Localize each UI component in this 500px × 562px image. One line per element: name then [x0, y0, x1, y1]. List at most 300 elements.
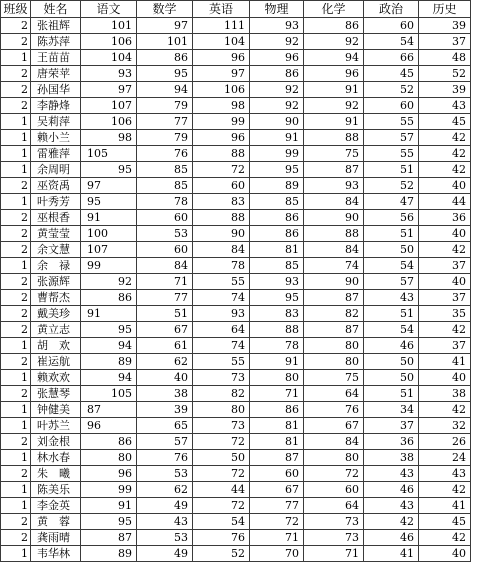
- cell-math[interactable]: 65: [137, 418, 193, 434]
- cell-chemistry[interactable]: 84: [304, 242, 364, 258]
- cell-chemistry[interactable]: 91: [304, 82, 364, 98]
- cell-class[interactable]: 1: [1, 546, 31, 562]
- cell-english[interactable]: 99: [193, 114, 250, 130]
- cell-math[interactable]: 97: [137, 18, 193, 34]
- cell-class[interactable]: 2: [1, 18, 31, 34]
- cell-name[interactable]: 张祖辉: [31, 18, 81, 34]
- cell-class[interactable]: 1: [1, 130, 31, 146]
- cell-class[interactable]: 1: [1, 498, 31, 514]
- header-politics[interactable]: 政治: [364, 1, 419, 18]
- cell-math[interactable]: 40: [137, 370, 193, 386]
- cell-chemistry[interactable]: 75: [304, 370, 364, 386]
- cell-chinese[interactable]: 94: [81, 370, 137, 386]
- cell-politics[interactable]: 54: [364, 322, 419, 338]
- cell-history[interactable]: 40: [419, 546, 471, 562]
- cell-politics[interactable]: 36: [364, 434, 419, 450]
- cell-math[interactable]: 77: [137, 290, 193, 306]
- cell-class[interactable]: 2: [1, 66, 31, 82]
- header-math[interactable]: 数学: [137, 1, 193, 18]
- cell-name[interactable]: 李静烽: [31, 98, 81, 114]
- cell-class[interactable]: 2: [1, 530, 31, 546]
- cell-physics[interactable]: 96: [250, 50, 304, 66]
- cell-chemistry[interactable]: 88: [304, 130, 364, 146]
- cell-class[interactable]: 1: [1, 114, 31, 130]
- cell-history[interactable]: 52: [419, 66, 471, 82]
- cell-chinese[interactable]: 91: [81, 210, 137, 226]
- cell-chinese[interactable]: 89: [81, 354, 137, 370]
- cell-chemistry[interactable]: 72: [304, 466, 364, 482]
- cell-history[interactable]: 37: [419, 258, 471, 274]
- cell-name[interactable]: 张源辉: [31, 274, 81, 290]
- cell-class[interactable]: 2: [1, 242, 31, 258]
- cell-politics[interactable]: 60: [364, 98, 419, 114]
- cell-physics[interactable]: 91: [250, 130, 304, 146]
- cell-english[interactable]: 83: [193, 194, 250, 210]
- cell-chemistry[interactable]: 92: [304, 98, 364, 114]
- cell-english[interactable]: 72: [193, 466, 250, 482]
- cell-physics[interactable]: 86: [250, 226, 304, 242]
- cell-physics[interactable]: 99: [250, 146, 304, 162]
- cell-math[interactable]: 77: [137, 114, 193, 130]
- cell-history[interactable]: 35: [419, 306, 471, 322]
- cell-chemistry[interactable]: 94: [304, 50, 364, 66]
- cell-english[interactable]: 44: [193, 482, 250, 498]
- cell-math[interactable]: 43: [137, 514, 193, 530]
- cell-math[interactable]: 86: [137, 50, 193, 66]
- cell-history[interactable]: 37: [419, 290, 471, 306]
- cell-politics[interactable]: 55: [364, 114, 419, 130]
- cell-chemistry[interactable]: 64: [304, 386, 364, 402]
- cell-english[interactable]: 72: [193, 162, 250, 178]
- cell-english[interactable]: 88: [193, 210, 250, 226]
- cell-class[interactable]: 2: [1, 514, 31, 530]
- cell-english[interactable]: 74: [193, 338, 250, 354]
- cell-math[interactable]: 94: [137, 82, 193, 98]
- cell-name[interactable]: 吴莉萍: [31, 114, 81, 130]
- cell-class[interactable]: 1: [1, 418, 31, 434]
- cell-name[interactable]: 钟健美: [31, 402, 81, 418]
- cell-history[interactable]: 36: [419, 210, 471, 226]
- cell-english[interactable]: 78: [193, 258, 250, 274]
- cell-english[interactable]: 73: [193, 370, 250, 386]
- cell-history[interactable]: 40: [419, 178, 471, 194]
- header-chemistry[interactable]: 化学: [304, 1, 364, 18]
- cell-politics[interactable]: 50: [364, 354, 419, 370]
- cell-politics[interactable]: 46: [364, 482, 419, 498]
- cell-class[interactable]: 2: [1, 34, 31, 50]
- cell-class[interactable]: 1: [1, 258, 31, 274]
- cell-class[interactable]: 1: [1, 482, 31, 498]
- cell-physics[interactable]: 91: [250, 354, 304, 370]
- cell-class[interactable]: 2: [1, 210, 31, 226]
- cell-politics[interactable]: 51: [364, 386, 419, 402]
- cell-chemistry[interactable]: 90: [304, 274, 364, 290]
- cell-chemistry[interactable]: 73: [304, 530, 364, 546]
- cell-chinese[interactable]: 96: [81, 418, 137, 434]
- cell-english[interactable]: 96: [193, 50, 250, 66]
- cell-history[interactable]: 48: [419, 50, 471, 66]
- cell-physics[interactable]: 92: [250, 34, 304, 50]
- cell-chinese[interactable]: 107: [81, 242, 137, 258]
- cell-english[interactable]: 82: [193, 386, 250, 402]
- cell-physics[interactable]: 87: [250, 450, 304, 466]
- cell-politics[interactable]: 56: [364, 210, 419, 226]
- cell-chinese[interactable]: 86: [81, 434, 137, 450]
- cell-class[interactable]: 1: [1, 194, 31, 210]
- cell-history[interactable]: 45: [419, 114, 471, 130]
- cell-class[interactable]: 1: [1, 402, 31, 418]
- cell-history[interactable]: 42: [419, 130, 471, 146]
- cell-physics[interactable]: 67: [250, 482, 304, 498]
- cell-english[interactable]: 90: [193, 226, 250, 242]
- cell-class[interactable]: 1: [1, 338, 31, 354]
- cell-history[interactable]: 32: [419, 418, 471, 434]
- cell-name[interactable]: 余 禄: [31, 258, 81, 274]
- cell-math[interactable]: 76: [137, 450, 193, 466]
- cell-history[interactable]: 41: [419, 498, 471, 514]
- cell-chinese[interactable]: 94: [81, 338, 137, 354]
- cell-chemistry[interactable]: 96: [304, 66, 364, 82]
- cell-chemistry[interactable]: 88: [304, 226, 364, 242]
- cell-physics[interactable]: 88: [250, 322, 304, 338]
- cell-name[interactable]: 唐荣苹: [31, 66, 81, 82]
- cell-name[interactable]: 叶秀芳: [31, 194, 81, 210]
- cell-physics[interactable]: 86: [250, 402, 304, 418]
- cell-politics[interactable]: 45: [364, 66, 419, 82]
- cell-physics[interactable]: 83: [250, 306, 304, 322]
- cell-class[interactable]: 1: [1, 146, 31, 162]
- cell-english[interactable]: 60: [193, 178, 250, 194]
- cell-chinese[interactable]: 89: [81, 546, 137, 562]
- cell-name[interactable]: 赖欢欢: [31, 370, 81, 386]
- cell-chemistry[interactable]: 91: [304, 114, 364, 130]
- cell-physics[interactable]: 60: [250, 466, 304, 482]
- cell-name[interactable]: 崔运航: [31, 354, 81, 370]
- cell-english[interactable]: 55: [193, 274, 250, 290]
- cell-english[interactable]: 72: [193, 434, 250, 450]
- cell-class[interactable]: 1: [1, 370, 31, 386]
- header-name[interactable]: 姓名: [31, 1, 81, 18]
- cell-politics[interactable]: 34: [364, 402, 419, 418]
- cell-history[interactable]: 42: [419, 162, 471, 178]
- cell-english[interactable]: 72: [193, 498, 250, 514]
- cell-english[interactable]: 88: [193, 146, 250, 162]
- cell-math[interactable]: 38: [137, 386, 193, 402]
- cell-class[interactable]: 2: [1, 354, 31, 370]
- cell-name[interactable]: 韦华林: [31, 546, 81, 562]
- cell-history[interactable]: 42: [419, 482, 471, 498]
- cell-chinese[interactable]: 95: [81, 162, 137, 178]
- cell-politics[interactable]: 38: [364, 450, 419, 466]
- cell-history[interactable]: 43: [419, 98, 471, 114]
- cell-name[interactable]: 戴美珍: [31, 306, 81, 322]
- cell-politics[interactable]: 54: [364, 34, 419, 50]
- cell-chinese[interactable]: 104: [81, 50, 137, 66]
- cell-chemistry[interactable]: 80: [304, 450, 364, 466]
- cell-name[interactable]: 巫资禹: [31, 178, 81, 194]
- header-chinese[interactable]: 语文: [81, 1, 137, 18]
- cell-english[interactable]: 50: [193, 450, 250, 466]
- cell-chinese[interactable]: 96: [81, 466, 137, 482]
- cell-chemistry[interactable]: 73: [304, 514, 364, 530]
- header-class[interactable]: 班级: [1, 1, 31, 18]
- cell-math[interactable]: 62: [137, 354, 193, 370]
- cell-physics[interactable]: 90: [250, 114, 304, 130]
- cell-politics[interactable]: 52: [364, 82, 419, 98]
- cell-physics[interactable]: 92: [250, 82, 304, 98]
- cell-chinese[interactable]: 98: [81, 130, 137, 146]
- cell-physics[interactable]: 86: [250, 210, 304, 226]
- cell-politics[interactable]: 51: [364, 306, 419, 322]
- cell-physics[interactable]: 93: [250, 18, 304, 34]
- cell-chinese[interactable]: 93: [81, 66, 137, 82]
- cell-class[interactable]: 1: [1, 50, 31, 66]
- cell-chinese[interactable]: 87: [81, 530, 137, 546]
- cell-history[interactable]: 43: [419, 466, 471, 482]
- cell-math[interactable]: 71: [137, 274, 193, 290]
- cell-english[interactable]: 54: [193, 514, 250, 530]
- cell-chemistry[interactable]: 75: [304, 146, 364, 162]
- cell-politics[interactable]: 43: [364, 498, 419, 514]
- cell-chemistry[interactable]: 87: [304, 290, 364, 306]
- cell-class[interactable]: 2: [1, 434, 31, 450]
- cell-physics[interactable]: 71: [250, 530, 304, 546]
- cell-name[interactable]: 张慧琴: [31, 386, 81, 402]
- cell-politics[interactable]: 41: [364, 546, 419, 562]
- cell-class[interactable]: 2: [1, 306, 31, 322]
- cell-chinese[interactable]: 97: [81, 178, 137, 194]
- cell-class[interactable]: 2: [1, 82, 31, 98]
- cell-class[interactable]: 2: [1, 386, 31, 402]
- cell-chemistry[interactable]: 80: [304, 338, 364, 354]
- cell-math[interactable]: 53: [137, 466, 193, 482]
- cell-math[interactable]: 39: [137, 402, 193, 418]
- cell-politics[interactable]: 46: [364, 530, 419, 546]
- cell-physics[interactable]: 85: [250, 194, 304, 210]
- cell-history[interactable]: 42: [419, 322, 471, 338]
- cell-name[interactable]: 曹帮杰: [31, 290, 81, 306]
- cell-chemistry[interactable]: 87: [304, 162, 364, 178]
- cell-math[interactable]: 60: [137, 242, 193, 258]
- cell-politics[interactable]: 50: [364, 242, 419, 258]
- cell-chemistry[interactable]: 90: [304, 210, 364, 226]
- cell-english[interactable]: 74: [193, 290, 250, 306]
- cell-politics[interactable]: 43: [364, 290, 419, 306]
- cell-history[interactable]: 40: [419, 370, 471, 386]
- cell-name[interactable]: 胡 欢: [31, 338, 81, 354]
- cell-politics[interactable]: 57: [364, 274, 419, 290]
- cell-english[interactable]: 64: [193, 322, 250, 338]
- cell-chemistry[interactable]: 84: [304, 194, 364, 210]
- cell-politics[interactable]: 50: [364, 370, 419, 386]
- cell-english[interactable]: 80: [193, 402, 250, 418]
- cell-chinese[interactable]: 101: [81, 18, 137, 34]
- cell-history[interactable]: 42: [419, 242, 471, 258]
- cell-physics[interactable]: 71: [250, 386, 304, 402]
- cell-chinese[interactable]: 106: [81, 114, 137, 130]
- cell-physics[interactable]: 72: [250, 514, 304, 530]
- cell-english[interactable]: 93: [193, 306, 250, 322]
- cell-politics[interactable]: 51: [364, 226, 419, 242]
- cell-math[interactable]: 60: [137, 210, 193, 226]
- cell-chemistry[interactable]: 60: [304, 482, 364, 498]
- cell-english[interactable]: 104: [193, 34, 250, 50]
- cell-english[interactable]: 55: [193, 354, 250, 370]
- cell-english[interactable]: 73: [193, 418, 250, 434]
- cell-physics[interactable]: 80: [250, 370, 304, 386]
- cell-name[interactable]: 刘金根: [31, 434, 81, 450]
- cell-history[interactable]: 41: [419, 354, 471, 370]
- cell-chinese[interactable]: 97: [81, 82, 137, 98]
- cell-math[interactable]: 49: [137, 546, 193, 562]
- cell-name[interactable]: 林水春: [31, 450, 81, 466]
- cell-chinese[interactable]: 91: [81, 498, 137, 514]
- cell-history[interactable]: 24: [419, 450, 471, 466]
- cell-class[interactable]: 2: [1, 226, 31, 242]
- cell-english[interactable]: 52: [193, 546, 250, 562]
- cell-history[interactable]: 38: [419, 386, 471, 402]
- cell-chinese[interactable]: 105: [81, 146, 137, 162]
- cell-math[interactable]: 101: [137, 34, 193, 50]
- cell-history[interactable]: 45: [419, 514, 471, 530]
- cell-politics[interactable]: 54: [364, 258, 419, 274]
- cell-name[interactable]: 余文慧: [31, 242, 81, 258]
- cell-chinese[interactable]: 106: [81, 34, 137, 50]
- cell-politics[interactable]: 51: [364, 162, 419, 178]
- cell-physics[interactable]: 93: [250, 274, 304, 290]
- cell-chemistry[interactable]: 93: [304, 178, 364, 194]
- cell-chinese[interactable]: 100: [81, 226, 137, 242]
- cell-name[interactable]: 孙国华: [31, 82, 81, 98]
- cell-politics[interactable]: 57: [364, 130, 419, 146]
- cell-math[interactable]: 67: [137, 322, 193, 338]
- cell-history[interactable]: 40: [419, 226, 471, 242]
- cell-history[interactable]: 26: [419, 434, 471, 450]
- cell-english[interactable]: 111: [193, 18, 250, 34]
- cell-politics[interactable]: 52: [364, 178, 419, 194]
- cell-name[interactable]: 陈美乐: [31, 482, 81, 498]
- cell-chemistry[interactable]: 71: [304, 546, 364, 562]
- cell-math[interactable]: 57: [137, 434, 193, 450]
- cell-chinese[interactable]: 91: [81, 306, 137, 322]
- cell-name[interactable]: 雷雅萍: [31, 146, 81, 162]
- cell-math[interactable]: 85: [137, 162, 193, 178]
- cell-english[interactable]: 98: [193, 98, 250, 114]
- cell-math[interactable]: 85: [137, 178, 193, 194]
- cell-chinese[interactable]: 99: [81, 258, 137, 274]
- cell-name[interactable]: 朱 曦: [31, 466, 81, 482]
- cell-history[interactable]: 37: [419, 338, 471, 354]
- cell-chemistry[interactable]: 74: [304, 258, 364, 274]
- cell-physics[interactable]: 81: [250, 242, 304, 258]
- cell-name[interactable]: 叶苏兰: [31, 418, 81, 434]
- cell-math[interactable]: 61: [137, 338, 193, 354]
- cell-physics[interactable]: 86: [250, 66, 304, 82]
- cell-physics[interactable]: 92: [250, 98, 304, 114]
- cell-math[interactable]: 78: [137, 194, 193, 210]
- cell-politics[interactable]: 46: [364, 338, 419, 354]
- cell-class[interactable]: 1: [1, 450, 31, 466]
- header-physics[interactable]: 物理: [250, 1, 304, 18]
- cell-physics[interactable]: 85: [250, 258, 304, 274]
- cell-name[interactable]: 王苗苗: [31, 50, 81, 66]
- cell-chinese[interactable]: 92: [81, 274, 137, 290]
- cell-physics[interactable]: 70: [250, 546, 304, 562]
- cell-politics[interactable]: 55: [364, 146, 419, 162]
- cell-physics[interactable]: 95: [250, 162, 304, 178]
- cell-chemistry[interactable]: 64: [304, 498, 364, 514]
- cell-math[interactable]: 95: [137, 66, 193, 82]
- cell-chinese[interactable]: 95: [81, 194, 137, 210]
- cell-history[interactable]: 37: [419, 34, 471, 50]
- cell-english[interactable]: 97: [193, 66, 250, 82]
- cell-english[interactable]: 76: [193, 530, 250, 546]
- cell-chinese[interactable]: 99: [81, 482, 137, 498]
- cell-chinese[interactable]: 80: [81, 450, 137, 466]
- cell-chemistry[interactable]: 82: [304, 306, 364, 322]
- cell-math[interactable]: 51: [137, 306, 193, 322]
- cell-math[interactable]: 53: [137, 530, 193, 546]
- cell-name[interactable]: 李金英: [31, 498, 81, 514]
- cell-chinese[interactable]: 95: [81, 322, 137, 338]
- cell-class[interactable]: 2: [1, 466, 31, 482]
- cell-politics[interactable]: 47: [364, 194, 419, 210]
- cell-name[interactable]: 陈苏萍: [31, 34, 81, 50]
- cell-politics[interactable]: 42: [364, 514, 419, 530]
- cell-physics[interactable]: 95: [250, 290, 304, 306]
- cell-chemistry[interactable]: 86: [304, 18, 364, 34]
- cell-physics[interactable]: 81: [250, 434, 304, 450]
- cell-history[interactable]: 42: [419, 146, 471, 162]
- cell-english[interactable]: 106: [193, 82, 250, 98]
- cell-politics[interactable]: 43: [364, 466, 419, 482]
- cell-class[interactable]: 2: [1, 274, 31, 290]
- header-history[interactable]: 历史: [419, 1, 471, 18]
- cell-politics[interactable]: 66: [364, 50, 419, 66]
- cell-chemistry[interactable]: 87: [304, 322, 364, 338]
- cell-physics[interactable]: 81: [250, 418, 304, 434]
- cell-name[interactable]: 巫根香: [31, 210, 81, 226]
- cell-history[interactable]: 42: [419, 530, 471, 546]
- cell-name[interactable]: 黄莹莹: [31, 226, 81, 242]
- cell-math[interactable]: 49: [137, 498, 193, 514]
- cell-math[interactable]: 62: [137, 482, 193, 498]
- cell-name[interactable]: 黄 蓉: [31, 514, 81, 530]
- cell-english[interactable]: 84: [193, 242, 250, 258]
- cell-chemistry[interactable]: 84: [304, 434, 364, 450]
- cell-math[interactable]: 84: [137, 258, 193, 274]
- cell-history[interactable]: 44: [419, 194, 471, 210]
- cell-politics[interactable]: 60: [364, 18, 419, 34]
- cell-class[interactable]: 2: [1, 98, 31, 114]
- cell-chinese[interactable]: 95: [81, 514, 137, 530]
- cell-chinese[interactable]: 86: [81, 290, 137, 306]
- cell-name[interactable]: 余周明: [31, 162, 81, 178]
- cell-math[interactable]: 79: [137, 130, 193, 146]
- cell-name[interactable]: 黄立志: [31, 322, 81, 338]
- header-english[interactable]: 英语: [193, 1, 250, 18]
- cell-chinese[interactable]: 105: [81, 386, 137, 402]
- cell-physics[interactable]: 89: [250, 178, 304, 194]
- cell-math[interactable]: 76: [137, 146, 193, 162]
- cell-history[interactable]: 40: [419, 274, 471, 290]
- cell-history[interactable]: 42: [419, 402, 471, 418]
- cell-chemistry[interactable]: 76: [304, 402, 364, 418]
- cell-chemistry[interactable]: 80: [304, 354, 364, 370]
- cell-chemistry[interactable]: 67: [304, 418, 364, 434]
- cell-math[interactable]: 53: [137, 226, 193, 242]
- cell-class[interactable]: 1: [1, 162, 31, 178]
